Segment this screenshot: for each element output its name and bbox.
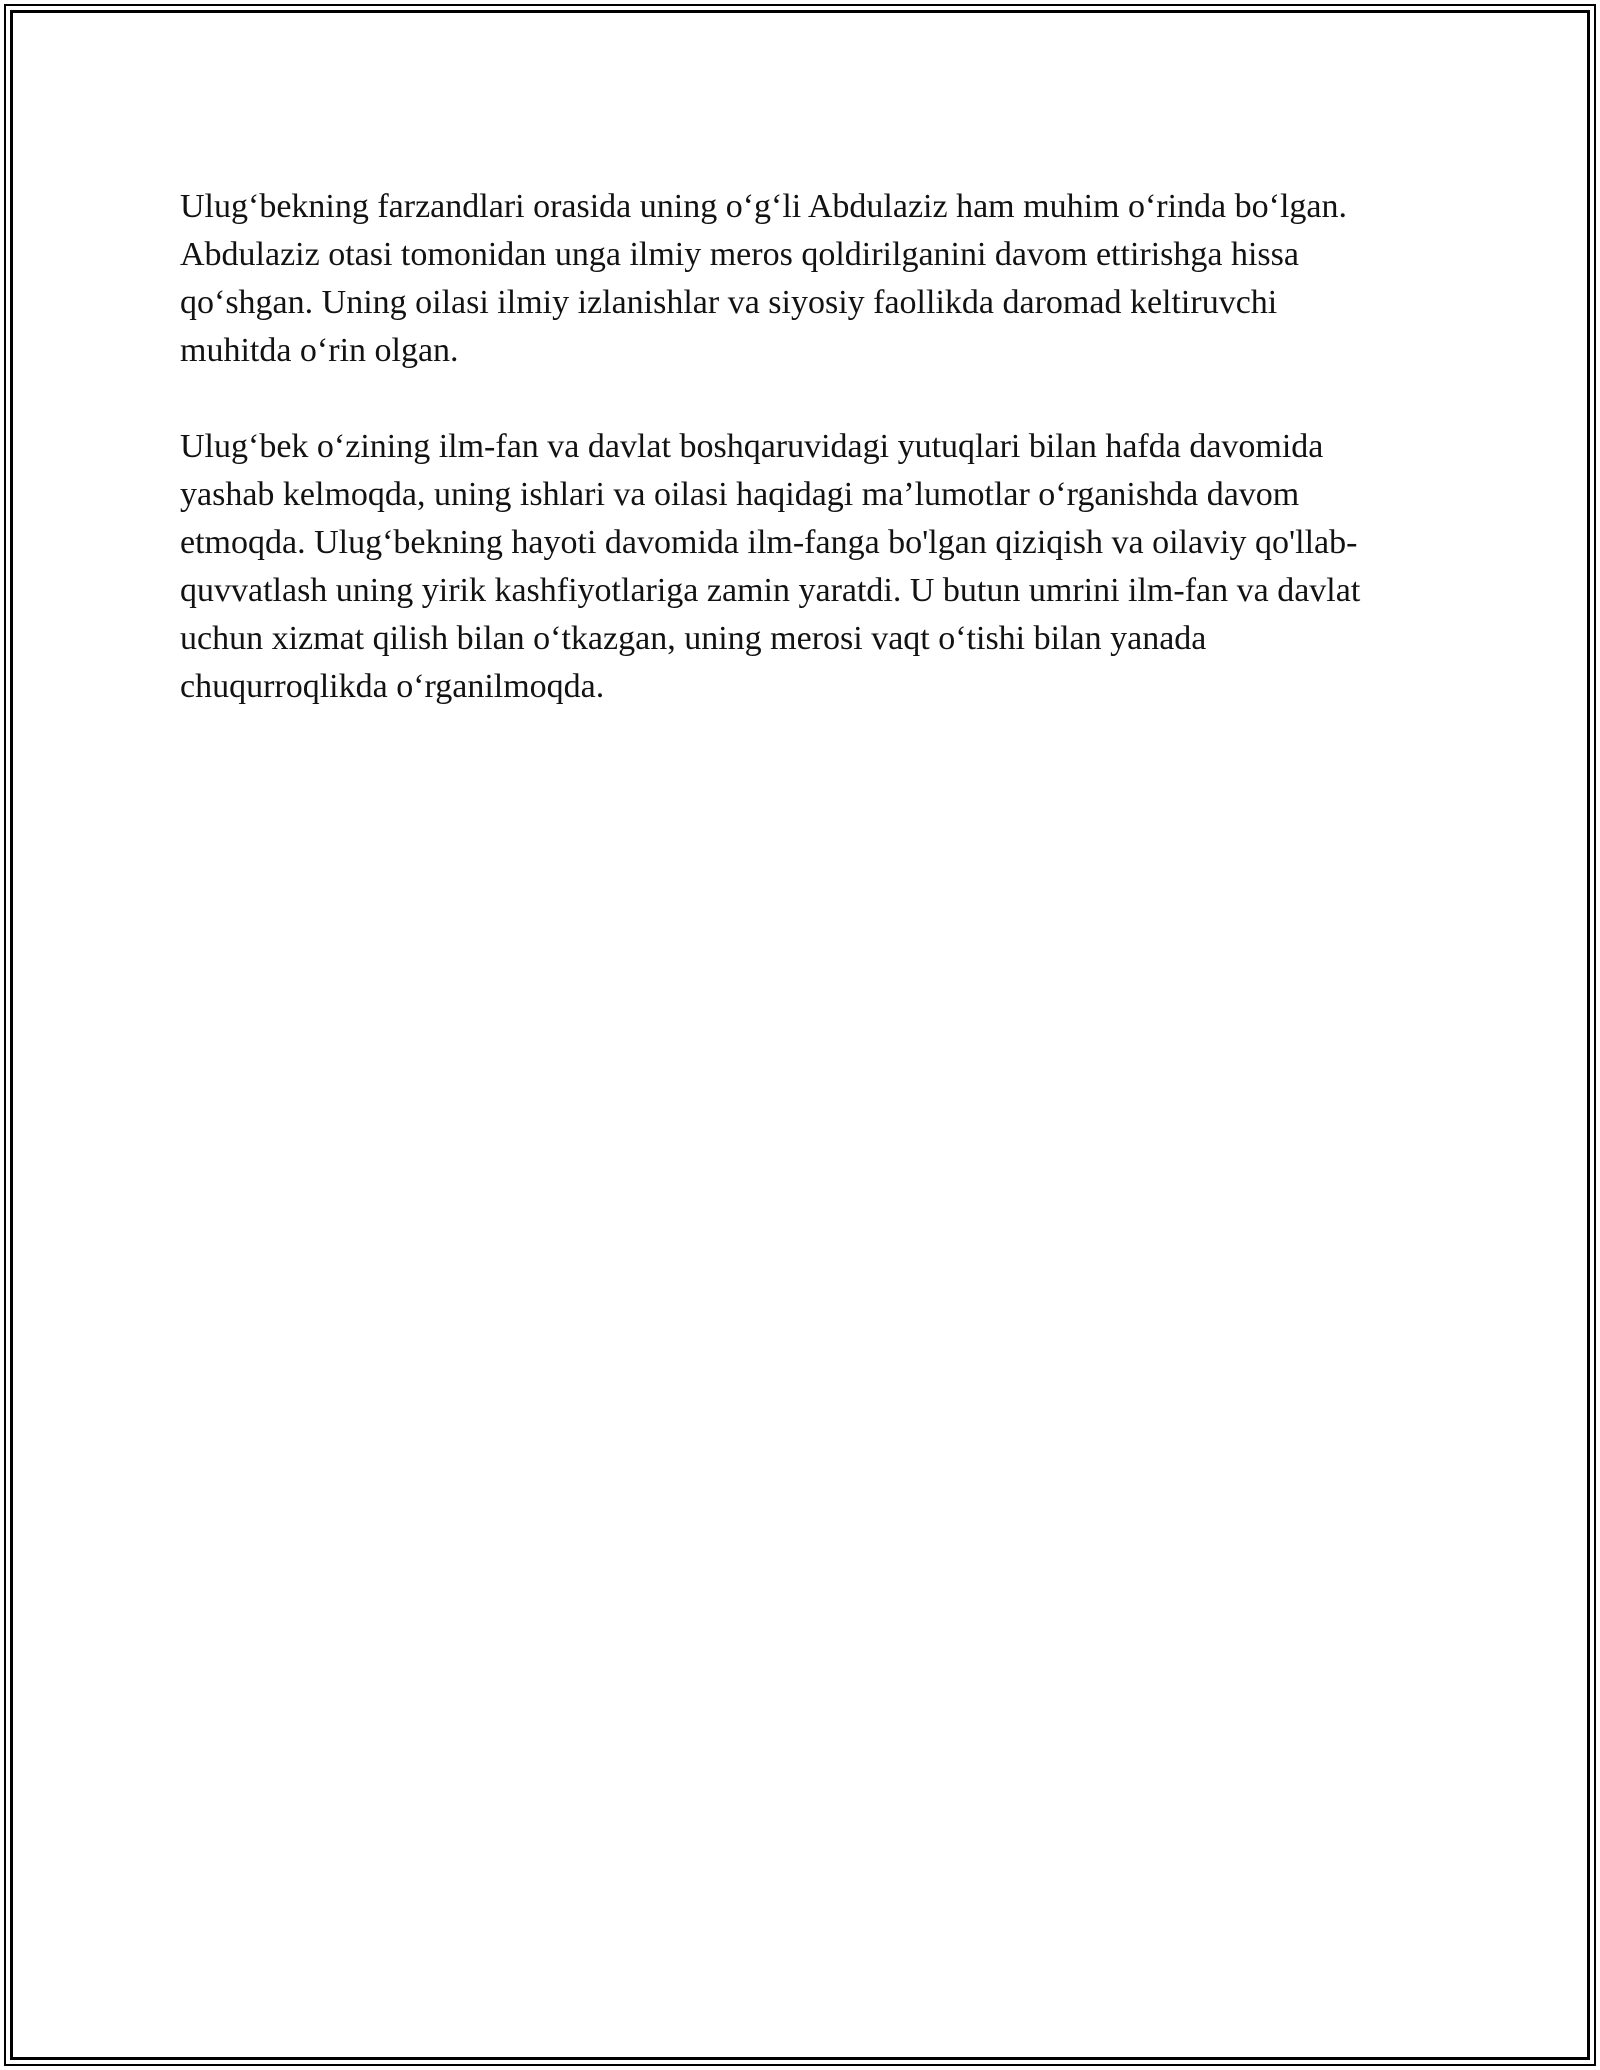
paragraph-2: Ulug‘bek o‘zining ilm-fan va davlat boshqaruvidagi yutuqlari bilan hafda davomida yashab kelmoqda, uning ishlari va oilasi haqidagi ma’lumotlar o‘rganishda davom etmoqda. Ulug‘bekning hayoti davomida ilm-fanga bo'lgan qiziqish va oilaviy qo'llab-quvvatlash uning yirik kashfiyotlariga zamin yaratdi. U butun umrini ilm-fan va davlat uchun xizmat qilish bilan o‘tkazgan, uning merosi vaqt o‘tishi bilan yanada chuqurroqlikda o‘rganilmoqda.	[180, 428, 1361, 705]
paragraph-1: Ulug‘bekning farzandlari orasida uning o‘g‘li Abdulaziz ham muhim o‘rinda bo‘lgan. Abdulaziz otasi tomonidan unga ilmiy meros qoldirilganini davom ettirishga hissa qo‘shgan. Uning oilasi ilmiy izlanishlar va siyosiy faollikda daromad keltiruvchi muhitda o‘rin olgan.	[180, 188, 1348, 369]
document-content	[180, 183, 1395, 759]
